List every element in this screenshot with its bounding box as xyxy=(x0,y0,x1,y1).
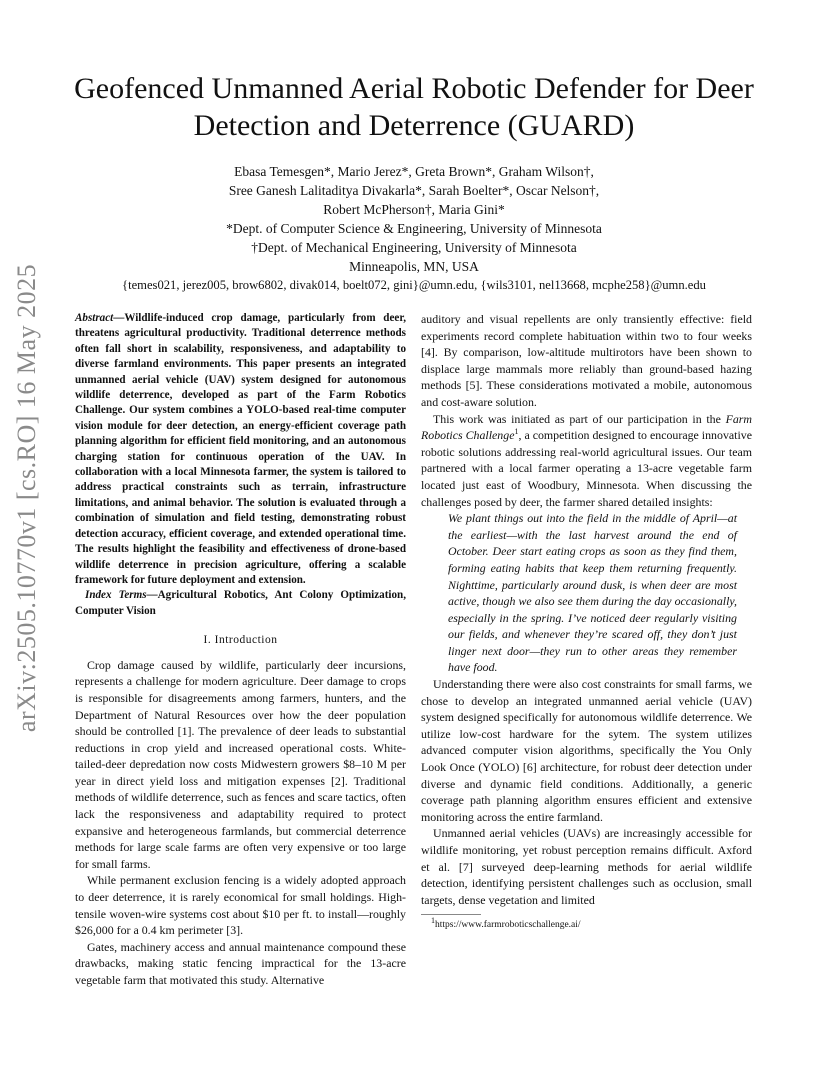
left-column xyxy=(75,311,406,989)
paper-title: Geofenced Unmanned Aerial Robotic Defender for Deer Detection and Deterrence (GUARD) xyxy=(74,72,754,142)
right-column xyxy=(421,311,752,932)
paragraph: Gates, machinery access and annual maintenance compound these drawbacks, making static fencing impractical for the 13-acre vegetable farm that motivated this study. Alternative xyxy=(75,939,406,987)
paragraph: While permanent exclusion fencing is a widely adopted approach to deer deterrence, it is rarely economical for small holdings. High-tensile woven-wire systems cost about $10 per ft. to install—roughly $26,000 for a 0.4 km perimeter [3]. xyxy=(75,873,406,938)
abstract-label: Abstract xyxy=(75,312,114,324)
paragraph: auditory and visual repellents are only transiently effective: field experiments record complete habituation within two to four weeks [4]. By comparison, low-altitude multirotors have been shown to displace large mammals more reliably than ground-based hazing methods [5]. These considerations motivated a mobile, autonomous and cost-aware solution. xyxy=(421,312,752,409)
author-line: Robert McPherson†, Maria Gini* xyxy=(323,202,505,217)
paragraph: Understanding there were also cost constraints for small farms, we chose to develop an integrated unmanned aerial vehicle (UAV) system designed specifically for autonomous wildlife deterrence. We utilize low-cost hardware for the sytem. The system utilizes advanced computer vision algorithms, specifically the You Only Look Once (YOLO) [6] architecture, for robust deer detection under diverse and dynamic field conditions. Additionally, a generic coverage path planning algorithm ensures efficient and extensive monitoring across the entire farmland. xyxy=(421,677,752,824)
abstract-text: —Wildlife-induced crop damage, particularly from deer, threatens agricultural productivity. Traditional deterrence methods often fall short in scalability, responsiveness, and adaptability to diverse farmland environments. This paper presents an integrated unmanned aerial vehicle (UAV) system designed for autonomous wildlife deterrence, developed as part of the Farm Robotics Challenge. Our system combines a YOLO-based real-time computer vision module for deer detection, an energy-efficient coverage path planning algorithm for efficient field monitoring, and an autonomous charging station for continuous operation of the UAV. In collaboration with a local Minnesota farmer, the system is tailored to address practical constraints such as terrain, infrastructure limitations, and animal behavior. The solution is evaluated through a combination of simulation and field testing, demonstrating robust detection accuracy, efficient coverage, and extended operational time. The results highlight the feasibility and effectiveness of drone-based wildlife deterrence in precision agriculture, offering a scalable framework for future deployment and extension. xyxy=(75,312,406,586)
footnote-mark: 1 xyxy=(431,916,435,926)
abstract xyxy=(75,311,406,588)
arxiv-stamp: arXiv:2505.10770v1 [cs.RO] 16 May 2025 xyxy=(12,263,41,733)
paragraph xyxy=(421,411,752,511)
footnote-rule xyxy=(421,914,481,915)
author-line: Sree Ganesh Lalitaditya Divakarla*, Sarah Boelter*, Oscar Nelson†, xyxy=(228,183,600,198)
footnote-ref: 1 xyxy=(514,427,519,437)
affiliation-line: †Dept. of Mechanical Engineering, University of Minnesota xyxy=(251,240,577,255)
paragraph: Crop damage caused by wildlife, particularly deer incursions, represents a challenge for modern agriculture. Deer damage to crops is responsible for disagreements among farmers, hunters, and the Department of Natural Resources over how the deer population should be controlled [1]. The prevalence of deer leads to substantial reductions in crop yield and increased operational costs. White-tailed-deer depredation now costs Midwestern growers $8–10 M per year in direct yield loss and mitigation expenses [2]. Traditional methods of wildlife deterrence, such as fences and scare tactics, often lack the responsiveness and adaptability required to protect expansive and heterogeneous farmlands, but commercial deterrence methods for large scale farms are often very expensive or too large for small farms. xyxy=(75,657,406,871)
index-terms-text: —Agricultural Robotics, Ant Colony Optimization, Computer Vision xyxy=(75,589,406,617)
index-terms xyxy=(75,588,406,619)
affiliation-line: Minneapolis, MN, USA xyxy=(349,259,479,274)
farmer-quote: We plant things out into the field in the middle of April—at the earliest—with the last harvest around the end of October. Deer start eating crops as soon as they find them, forming eating habits that keep them returning frequently. Nighttime, particularly around dusk, is when deer are most active, though we also see them during the day occasionally, especially in the spring. I’ve noticed deer regularly visiting our fields, and whenever they’re scared off, they don’t just linger next door—they run to other areas they remember have food. xyxy=(448,511,737,675)
author-line: Ebasa Temesgen*, Mario Jerez*, Greta Brown*, Graham Wilson†, xyxy=(234,164,594,179)
author-emails: {temes021, jerez005, brow6802, divak014, boelt072, gini}@umn.edu, {wils3101, nel13668, mcphe258}@umn.edu xyxy=(122,278,706,292)
paragraph: Unmanned aerial vehicles (UAVs) are increasingly accessible for wildlife monitoring, yet robust perception remains difficult. Axford et al. [7] surveyed deep-learning methods for aerial wildlife detection, identifying persistent challenges such as occlusion, small targets, dense vegetation and limited xyxy=(421,826,752,907)
affiliation-line: *Dept. of Computer Science & Engineering, University of Minnesota xyxy=(226,221,602,236)
challenge-name: Farm Robotics Challenge xyxy=(421,411,752,443)
paragraph-text: This work was initiated as part of our participation in the xyxy=(433,411,726,426)
footnote-url: https://www.farmroboticschallenge.ai/ xyxy=(435,920,581,931)
paragraph-text: , a competition designed to encourage innovative robotic solutions addressing real-world agricultural issues. Our team partnered with a local farmer operating a 13-acre vegetable farm located just east of Woodbury, Minnesota. When discussing the challenges posed by deer, the farmer shared detailed insights: xyxy=(421,428,752,509)
index-terms-label: Index Terms xyxy=(85,589,147,602)
author-block xyxy=(40,162,788,295)
section-heading: I. Introduction xyxy=(203,634,278,647)
footnote xyxy=(431,916,752,932)
